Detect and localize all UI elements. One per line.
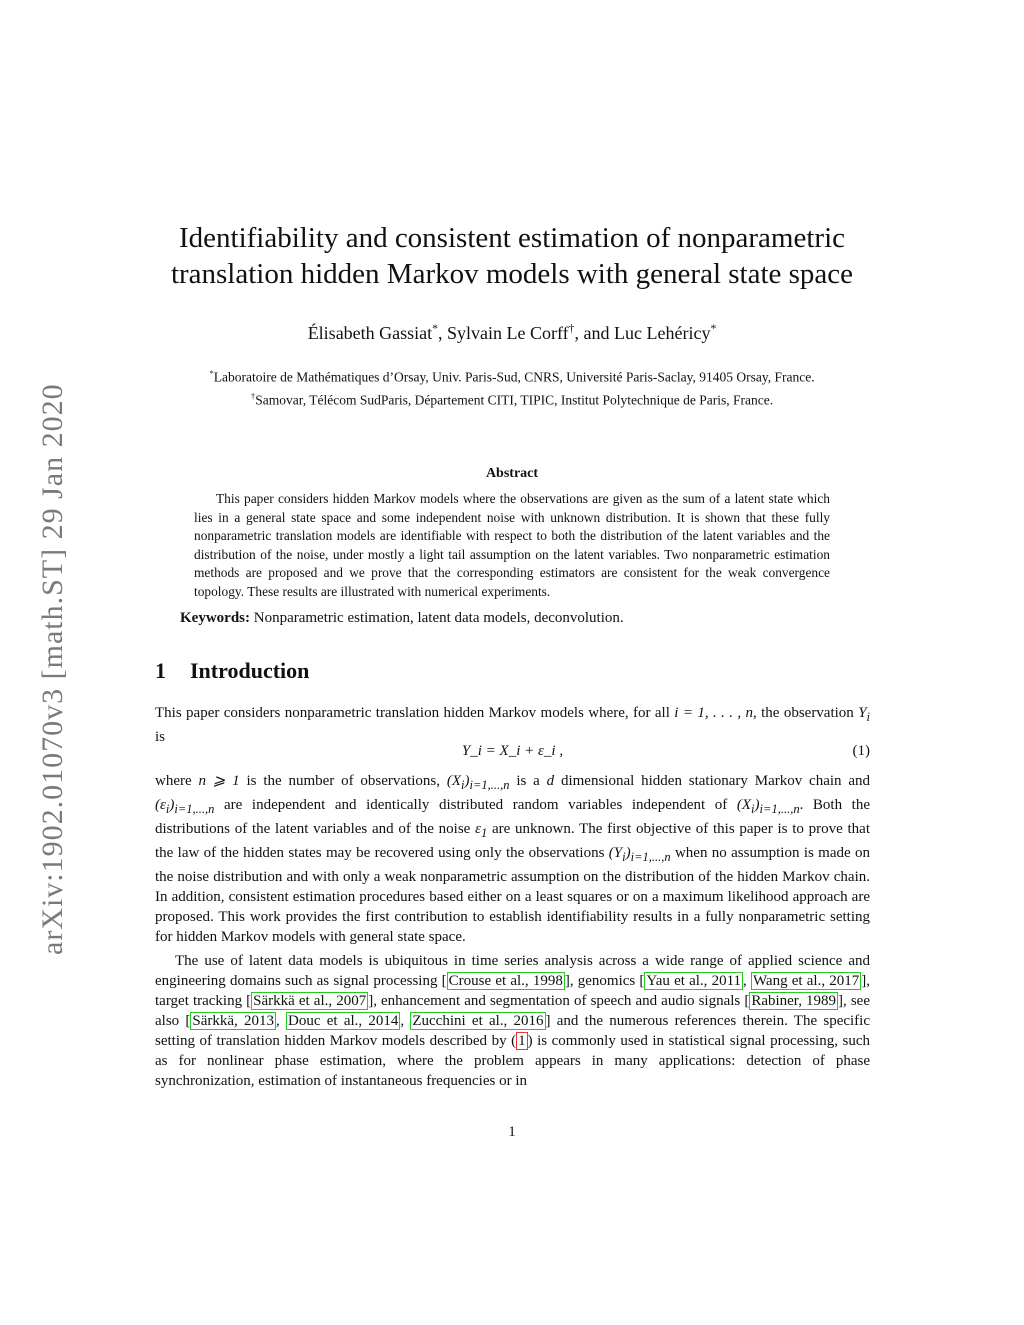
citation-link[interactable]: Wang et al., 2017 bbox=[752, 973, 860, 989]
paragraph-2 bbox=[155, 771, 870, 947]
keywords-label: Keywords: bbox=[180, 610, 250, 626]
math-inline: (ε bbox=[155, 797, 166, 813]
affiliation-2 bbox=[100, 391, 924, 409]
affiliation-1 bbox=[100, 368, 924, 386]
equation-reference-link[interactable]: 1 bbox=[518, 1033, 526, 1049]
keywords bbox=[180, 610, 880, 627]
citation-link[interactable]: Crouse et al., 1998 bbox=[448, 973, 563, 989]
arxiv-identifier-stamp: arXiv:1902.01070v3 [math.ST] 29 Jan 2020 bbox=[36, 383, 69, 955]
author-name: Élisabeth Gassiat bbox=[307, 323, 433, 343]
text-run: are independent and identically distributed random variables independent of bbox=[214, 797, 737, 813]
text-run: ], target tracking [ bbox=[155, 973, 870, 1009]
math-inline: d bbox=[546, 773, 555, 789]
text-run: , bbox=[743, 973, 751, 989]
math-subscript: i bbox=[866, 710, 871, 724]
text-run: dimensional hidden stationary Markov chain and bbox=[554, 773, 870, 789]
math-inline: ) bbox=[754, 797, 760, 813]
text-run: , the observation bbox=[752, 705, 859, 721]
text-run: The use of latent data models is ubiquitous in time series analysis across a wide range of applied science and engineering domains such as signal processing [ bbox=[155, 953, 870, 989]
text-run: is bbox=[155, 729, 166, 745]
math-inline: (Y bbox=[608, 845, 623, 861]
math-subscript: i bbox=[622, 850, 626, 864]
text-run: where bbox=[155, 773, 199, 789]
math-subscript: i bbox=[461, 778, 465, 792]
citation-link[interactable]: Zucchini et al., 2016 bbox=[412, 1013, 544, 1029]
keywords-text: Nonparametric estimation, latent data models, deconvolution. bbox=[250, 610, 624, 626]
abstract-heading: Abstract bbox=[485, 466, 539, 481]
math-subscript: i=1,...,n bbox=[469, 778, 510, 792]
text-run: ) is commonly used in statistical signal processing, such as for nonlinear phase estimation, where the problem appears in many applications: detection of phase synchronization, estimation of instantaneous frequencies or in bbox=[155, 1033, 870, 1089]
paragraph-1 bbox=[155, 703, 870, 747]
affiliation-text: Laboratoire de Mathématiques d’Orsay, Univ. Paris-Sud, CNRS, Université Paris-Saclay, 91405 Orsay, France. bbox=[213, 369, 815, 385]
affiliation-mark: * bbox=[710, 322, 717, 335]
paper-title bbox=[100, 220, 924, 292]
text-run: ], see also [ bbox=[155, 993, 871, 1029]
text-run: ], genomics [ bbox=[564, 973, 645, 989]
citation-link[interactable]: Rabiner, 1989 bbox=[751, 993, 837, 1009]
equation-1 bbox=[155, 743, 870, 763]
math-inline: (X bbox=[736, 797, 752, 813]
math-subscript: i bbox=[165, 802, 170, 816]
affiliation-mark: † bbox=[568, 322, 575, 335]
math-subscript: i=1,...,n bbox=[630, 850, 671, 864]
author-separator: , and bbox=[574, 323, 615, 343]
text-run: ], enhancement and segmentation of speech and audio signals [ bbox=[368, 993, 750, 1009]
equation-number: (1) bbox=[852, 743, 870, 759]
text-run: is a bbox=[509, 773, 547, 789]
math-subscript: 1 bbox=[481, 826, 488, 840]
text-run: . Both the distributions of the latent variables and of the noise bbox=[155, 797, 871, 837]
author-separator: , bbox=[438, 323, 448, 343]
page-number: 1 bbox=[508, 1124, 516, 1140]
title-line-1: Identifiability and consistent estimation of nonparametric bbox=[178, 222, 845, 254]
citation-link[interactable]: Särkkä et al., 2007 bbox=[253, 993, 367, 1009]
text-run: This paper considers nonparametric translation hidden Markov models where, for all bbox=[155, 705, 675, 721]
text-run: , bbox=[276, 1013, 287, 1029]
title-line-2: translation hidden Markov models with general state space bbox=[170, 258, 854, 290]
author-list bbox=[100, 322, 924, 344]
math-inline: n ⩾ 1 bbox=[198, 773, 240, 789]
math-subscript: i bbox=[751, 802, 755, 816]
text-run: ] and the numerous references therein. The specific setting of translation hidden Markov models described by ( bbox=[155, 1013, 870, 1049]
section-title: Introduction bbox=[190, 658, 310, 683]
affiliation-mark: * bbox=[432, 322, 439, 335]
citation-link[interactable]: Yau et al., 2011 bbox=[646, 973, 742, 989]
text-run: when no assumption is made on the noise distribution and with only a weak nonparametric assumption on the distribution of the hidden Markov chain. In addition, consistent estimation procedures based either on a least squares or on a maximum likelihood approach are proposed. This work provides the first contribution to establish identifiability results in a fully nonparametric setting for hidden Markov models with general state space. bbox=[155, 845, 870, 945]
author-name: Sylvain Le Corff bbox=[447, 323, 569, 343]
math-inline: ) bbox=[464, 773, 470, 789]
text-run: , bbox=[400, 1013, 411, 1029]
math-inline: Y bbox=[858, 705, 867, 721]
citation-link[interactable]: Douc et al., 2014 bbox=[288, 1013, 399, 1029]
math-inline: ε bbox=[475, 821, 481, 837]
section-number: 1 bbox=[155, 658, 166, 683]
section-heading bbox=[155, 658, 309, 684]
text-run: is the number of observations, bbox=[239, 773, 447, 789]
equation-body: Y_i = X_i + ε_i , bbox=[461, 743, 564, 759]
citation-link[interactable]: Särkkä, 2013 bbox=[192, 1013, 275, 1029]
author-name: Luc Lehéricy bbox=[614, 323, 711, 343]
math-subscript: i=1,...,n bbox=[759, 802, 800, 816]
math-subscript: i=1,...,n bbox=[174, 802, 215, 816]
math-inline: ) bbox=[625, 845, 631, 861]
math-inline: i = 1, . . . , n bbox=[674, 705, 753, 721]
text-run: are unknown. The first objective of this paper is to prove that the law of the hidden states may be recovered using only the observations bbox=[155, 821, 870, 861]
paragraph-3 bbox=[155, 951, 870, 1091]
math-inline: (X bbox=[446, 773, 461, 789]
math-inline: ) bbox=[169, 797, 175, 813]
affiliation-mark: * bbox=[209, 368, 214, 378]
abstract-text: This paper considers hidden Markov models where the observations are given as the sum of a latent state which lies in a general state space and some independent noise with unknown distribution. It is shown that these fully nonparametric translation models are identifiable with respect to both the distribution of the latent variables and the distribution of the noise, under mostly a light tail assumption on the latent variables. Two nonparametric estimation methods are proposed and we prove that the corresponding estimators are consistent for the weak convergence topology. These results are illustrated with numerical experiments. bbox=[194, 491, 830, 599]
affiliation-text: Samovar, Télécom SudParis, Département CITI, TIPIC, Institut Polytechnique de Paris, France. bbox=[255, 392, 774, 408]
affiliation-mark: † bbox=[250, 391, 256, 401]
